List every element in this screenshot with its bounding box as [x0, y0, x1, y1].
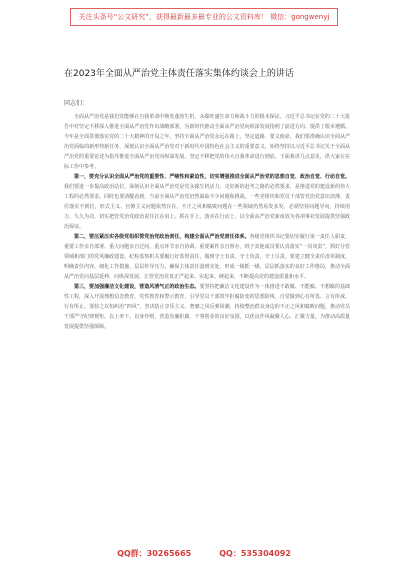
paragraph-text: 全面从严治党是我们党能够在自我革命中焕发蓬勃生机，永葆旺盛生命力和战斗力的根本保证。习近平总书记在党的二十大报告中对坚定不移深入推进全面从严治党作出战略部署，为新时代推动全面从严治党向纵深发展指明了前进方向、提供了根本遵循。今年是全面贯彻落实党的二十大精神的开局之年，坚持全面从严治党永远在路上，坚定道路、要义使命，我们要准确认识全面从严治党面临的新形势新任务，深刻认识全面从严治党对于新时代中国特色社会主义的重要意义，始终坚持以习近平总书记关于全面从严治党的重要论述为指导推进全面从严治党向纵深发展，坚定不移把党的伟大自我革命进行到底。下面我讲几点意见，供大家在实际工作中参考。 [64, 114, 350, 170]
banner-text: 关注头条号“公文研究”，获得最新最多最专业的公文资料库！ 微信：gongwenyj [70, 8, 339, 26]
paragraph-text: 要坚持把廉洁文化建设作为一体推进不敢腐、不能腐、不想腐的基础性工程，深入开展理想信念教育、党性教育和警示教育，引导党员干部筑牢拒腐防变的思想防线，自觉做到心有所畏、言有所戒、行有所止。要持之以恒纠治“四风”，坚决防止享乐主义、奢靡之风反弹回潮，持续整治群众身边的不正之风和腐败问题，推动党员干部严守纪律规矩，以上率下、以身作则，营造崇廉拒腐、干事创业的良好氛围，以优良作风凝聚人心、汇聚力量，为推动高质量发展提供坚强保障。 [64, 284, 350, 330]
salutation: 同志们： [64, 100, 89, 107]
paragraph-heading: 第三，要加强廉洁文化建设，营造风清气正的政治生态。 [74, 284, 200, 290]
paragraph-heading: 第二，要压紧压实各级党组织管党治党政治责任，构建全面从严治党责任体系。 [74, 234, 250, 240]
qq-group: QQ群：30265665 [117, 549, 192, 558]
paragraph [64, 282, 350, 332]
document-title: 在2023年全面从严治党主体责任落实集体约谈会上的讲话 [64, 69, 294, 79]
paragraph-heading: 第一，要充分认识全面从严治党的重要性、严峻性和紧迫性，切实增强推进全面从严治党的思想自觉、政治自觉、行动自觉。 [74, 174, 350, 180]
qq-contact: QQ：535304092 [219, 549, 291, 558]
document-body [64, 112, 350, 332]
footer-contacts [0, 548, 408, 559]
paragraph [64, 172, 350, 232]
paragraph [64, 112, 350, 172]
paragraph-text: 各级党组织书记要切实履行第一责任人职责，重要工作亲自部署、重大问题亲自过问、重点环节亲自协调、重要案件亲自督办，班子其他成员要认真落实“一岗双责”，抓好分管领域和部门的党风廉政建设，纪检监察机关要履行好监督责任，做到守土有责、守土负责、守土尽责。要建立健全责任清单制度，明确责任内容、细化工作措施，层层传导压力，确保主体责任落到实处，形成一级抓一级、层层抓落实的良好工作格局，推动全面从严治党向基层延伸、向纵深发展，让管党治党真正严起来、实起来、硬起来，不断提高党的建设质量和水平。 [64, 234, 350, 280]
header-banner [0, 0, 408, 34]
paragraph [64, 232, 350, 282]
paragraph-text: 我们要进一步提高政治站位，深刻认识全面从严治党是党永葆生机活力、走好新的赶考之路的必然要求，是推进党的建设新的伟大工程的必然要求。同时也要清醒看到，当前全面从严治党仍然面临不少问题和挑战，一些党组织和党员干部管党治党意识淡薄，责任落实不到位，形式主义、官僚主义问题依然存在，不正之风和腐败问题在一些领域仍然易发多发，必须坚持问题导向，持续用力、久久为功，切实把管党治党政治责任扛在肩上、抓在手上、落实在行动上，以全面从严治党新成效为各项事业发展提供坚强政治保证。 [64, 184, 350, 230]
